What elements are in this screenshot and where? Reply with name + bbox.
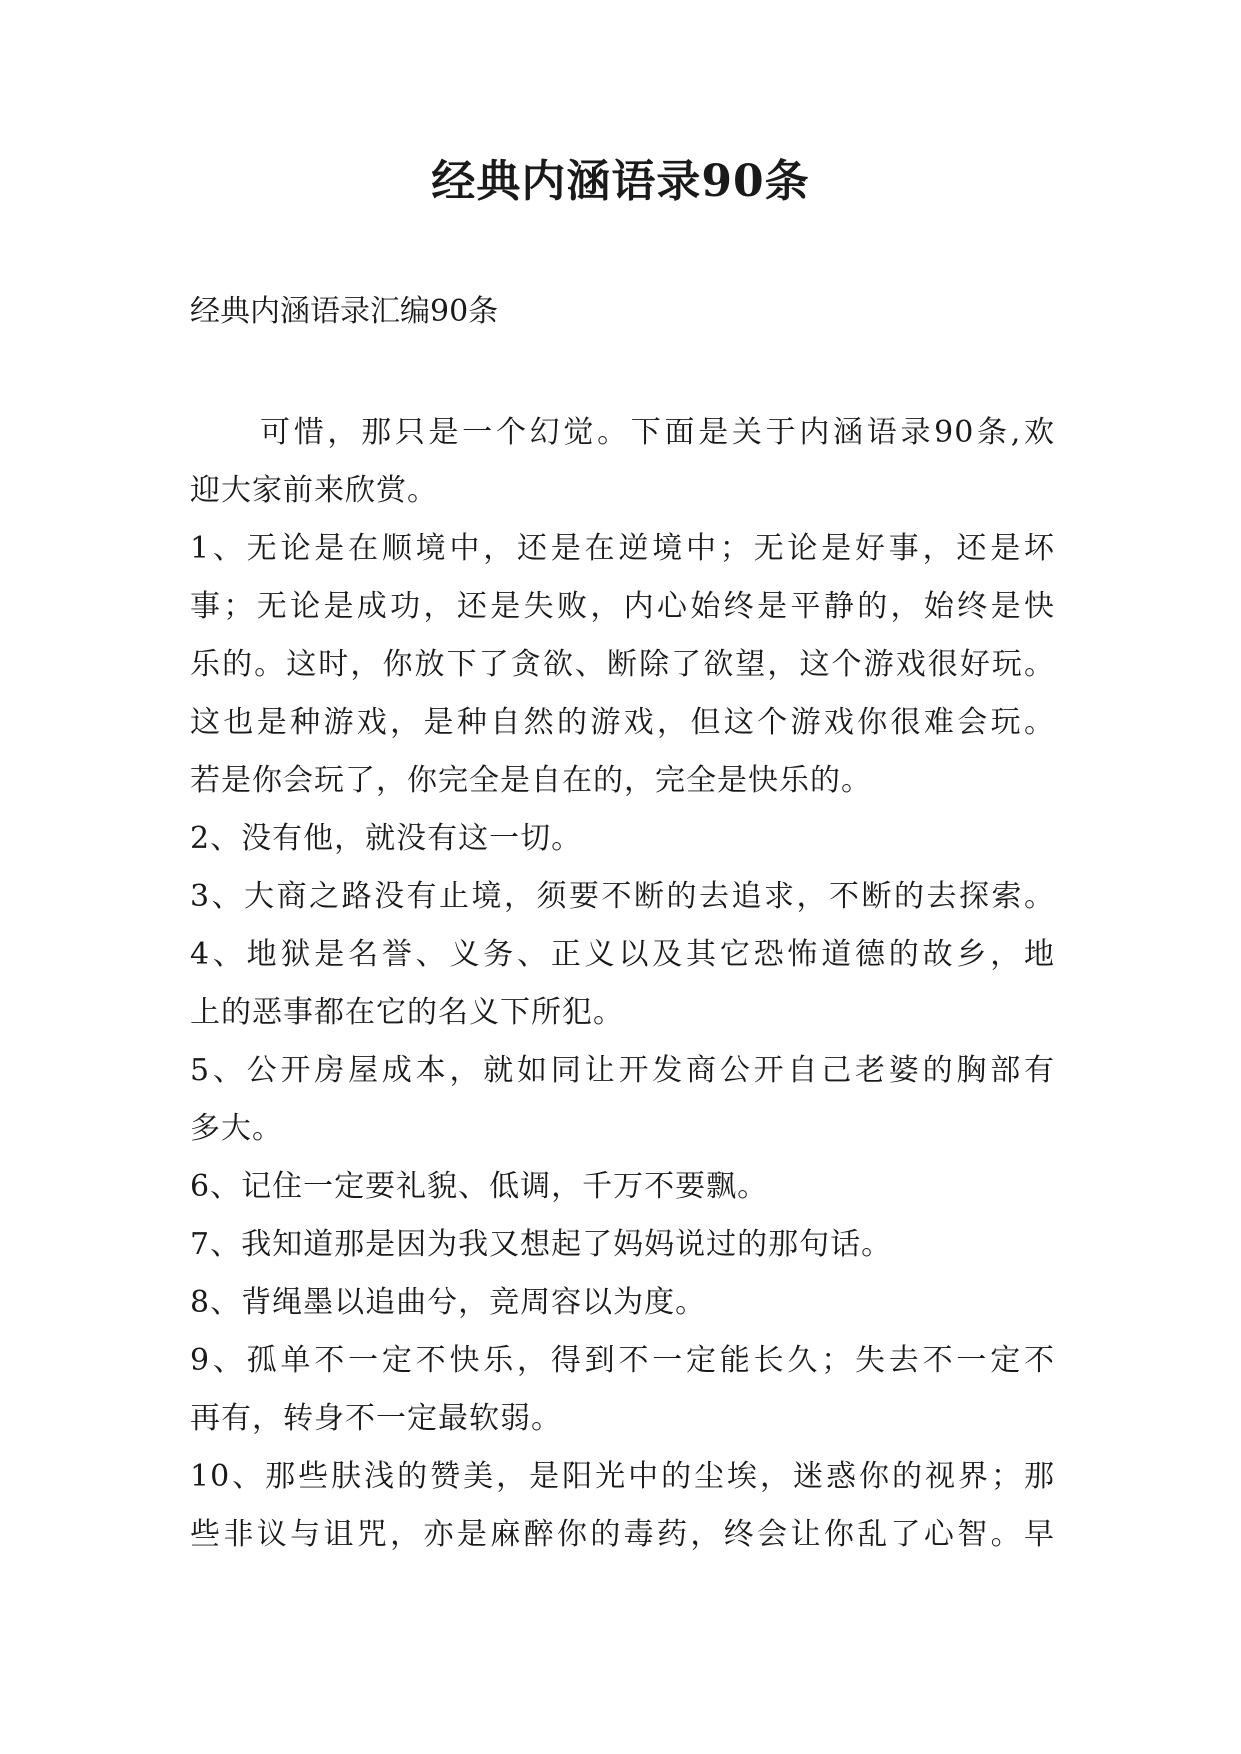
page-title: 经典内涵语录90条 [431, 156, 810, 207]
paragraph-line: 7、我知道那是因为我又想起了妈妈说过的那句话。 [190, 1227, 893, 1262]
document-body [190, 404, 1070, 1564]
paragraph-line: 2、没有他，就没有这一切。 [190, 821, 583, 856]
paragraph-line: 这也是种游戏，是种自然的游戏，但这个游戏你很难会玩。 [190, 705, 1055, 740]
paragraph-line: 多大。 [190, 1111, 283, 1146]
paragraph-line: 事；无论是成功，还是失败，内心始终是平静的，始终是快 [190, 589, 1055, 624]
paragraph-line: 迎大家前来欣赏。 [190, 473, 438, 508]
paragraph-line: 4、地狱是名誉、义务、正义以及其它恐怖道德的故乡，地 [190, 937, 1055, 972]
paragraph-line: 6、记住一定要礼貌、低调，千万不要飘。 [190, 1169, 769, 1204]
paragraph-line: 乐的。这时，你放下了贪欲、断除了欲望，这个游戏很好玩。 [190, 647, 1055, 682]
paragraph-line: 若是你会玩了，你完全是自在的，完全是快乐的。 [190, 763, 872, 798]
paragraph-line: 些非议与诅咒，亦是麻醉你的毒药，终会让你乱了心智。早 [190, 1517, 1055, 1552]
document-subtitle: 经典内涵语录汇编90条 [190, 294, 499, 329]
paragraph-line: 可惜，那只是一个幻觉。下面是关于内涵语录90条,欢 [260, 415, 1055, 450]
paragraph-line: 5、公开房屋成本，就如同让开发商公开自己老婆的胸部有 [190, 1053, 1055, 1088]
paragraph-line: 10、那些肤浅的赞美，是阳光中的尘埃，迷惑你的视界；那 [190, 1459, 1055, 1494]
paragraph-line: 1、无论是在顺境中，还是在逆境中；无论是好事，还是坏 [190, 531, 1055, 566]
paragraph-line: 8、背绳墨以追曲兮，竞周容以为度。 [190, 1285, 707, 1320]
paragraph-line: 上的恶事都在它的名义下所犯。 [190, 995, 624, 1030]
paragraph-line: 再有，转身不一定最软弱。 [190, 1401, 562, 1436]
paragraph-line: 9、孤单不一定不快乐，得到不一定能长久；失去不一定不 [190, 1343, 1055, 1378]
paragraph-line: 3、大商之路没有止境，须要不断的去追求，不断的去探索。 [190, 879, 1055, 914]
